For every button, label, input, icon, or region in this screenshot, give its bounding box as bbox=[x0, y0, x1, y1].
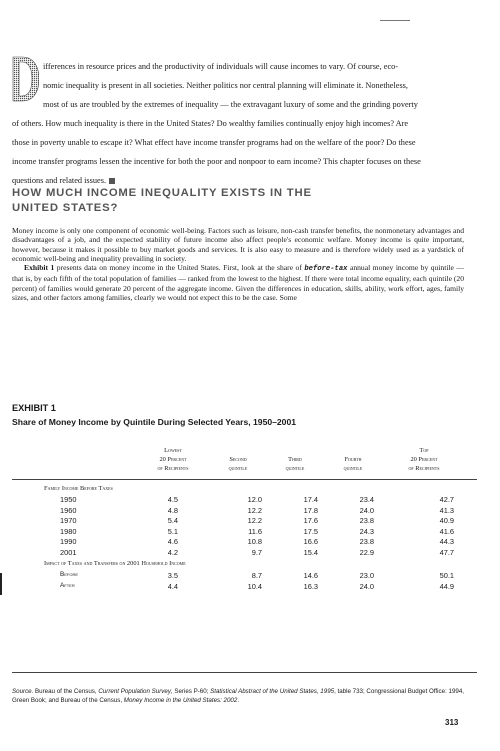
table-cell: 4.6 bbox=[167, 537, 178, 546]
table-cell: 47.7 bbox=[439, 547, 454, 557]
table-cell: 8.7 bbox=[251, 571, 262, 580]
table-cell: 4.4 bbox=[167, 581, 178, 591]
table-cell: 4.2 bbox=[167, 547, 178, 557]
intro-line: income transfer programs lessen the incentive for both the poor and nonpoor to earn income? This chapter focuses on these bbox=[12, 157, 421, 166]
exhibit-title: Share of Money Income by Quintile During Selected Years, 1950–2001 bbox=[12, 417, 297, 427]
table-cell: 44.9 bbox=[439, 581, 454, 591]
body-paragraph-2: Exhibit 1 presents data on money income in the United States. First, look at the share of before-tax annual money income by quintile — that is, by each fifth of the total population of families — ranked from the lowest to the highest. If there were total income equality, each quintile (20 percent) of families would generate 20 percent of the aggregate income. Given the differences in education, skills, ability, work effort, ages, family sizes, and other factors among families, clearly we would not expect this to be the case. Some bbox=[12, 263, 464, 303]
table-cell: 23.0 bbox=[359, 571, 374, 580]
table-cell: 15.4 bbox=[303, 547, 318, 557]
table-cell: 11.6 bbox=[248, 526, 262, 536]
table-cell: 14.6 bbox=[303, 571, 318, 580]
body-text bbox=[12, 226, 464, 302]
table-cell: 24.0 bbox=[359, 505, 374, 515]
table-cell: 12.2 bbox=[247, 516, 262, 525]
page-number: 313 bbox=[445, 718, 459, 727]
table-cell: 4.8 bbox=[167, 505, 178, 515]
table-cell: 10.4 bbox=[247, 581, 262, 591]
table-cell: 23.8 bbox=[359, 516, 374, 525]
table-cell: 10.8 bbox=[247, 537, 262, 546]
table-cell: 40.9 bbox=[439, 516, 454, 525]
table-cell: 44.3 bbox=[439, 537, 454, 546]
exhibit-label: EXHIBIT 1 bbox=[12, 403, 56, 413]
table-section-label: Family Income Before Taxes bbox=[44, 485, 113, 492]
table-cell: 17.8 bbox=[303, 505, 318, 515]
intro-line: of others. How much inequality is there in the United States? Do wealthy families continually enjoy high incomes? Are bbox=[12, 119, 409, 128]
table-cell: 41.3 bbox=[439, 505, 454, 515]
table-cell: 9.7 bbox=[251, 547, 262, 557]
source-note: Source. Bureau of the Census, Current Population Survey, Series P-60; Statistical Abstract of the United States, 1995, table 733; Congressional Budget Office: 1994, Green Book; and Bureau of the Census, Money Income in the United States: 2002. bbox=[12, 688, 464, 704]
row-label: 1960 bbox=[60, 505, 77, 515]
table-cell: 23.8 bbox=[359, 537, 374, 546]
table-cell: 16.3 bbox=[303, 581, 318, 591]
column-header-second: Second quintile bbox=[228, 456, 248, 472]
table-cell: 50.1 bbox=[439, 571, 454, 580]
table-rule bbox=[12, 672, 477, 673]
table-cell: 17.5 bbox=[303, 526, 318, 536]
end-mark-icon bbox=[109, 178, 115, 184]
table-cell: 12.2 bbox=[247, 505, 262, 515]
row-label: 1980 bbox=[60, 526, 77, 536]
column-header-fourth: Fourth quintile bbox=[343, 456, 363, 472]
column-header-third: Third quintile bbox=[285, 456, 305, 472]
table-rule bbox=[12, 479, 477, 480]
intro-line: most of us are troubled by the extremes of inequality — the extravagant luxury of some and the grinding poverty bbox=[43, 100, 418, 109]
header-rule bbox=[380, 20, 410, 21]
body-paragraph-1: Money income is only one component of economic well-being. Factors such as leisure, non-cash transfer benefits, the nonmonetary advantages and disadvantages of a job, and the expected stability of future income also affect people's economic welfare. Money income is quite important, however, because it makes it possible to buy market goods and services. It is also easy to measure and is therefore widely used as a yardstick of economic well-being and inequality prevailing in society. bbox=[12, 226, 464, 263]
table-cell: 12.0 bbox=[247, 495, 262, 504]
row-label: 2001 bbox=[60, 547, 77, 557]
row-label: 1950 bbox=[60, 495, 77, 504]
dropcap-letter bbox=[12, 56, 39, 102]
table-cell: 23.4 bbox=[359, 495, 374, 504]
table-section-label: Impact of Taxes and Transfers on 2001 Household Income bbox=[44, 560, 186, 567]
row-label: 1970 bbox=[60, 516, 77, 525]
column-header-lowest: Lowest 20 Percent of Recipients bbox=[157, 447, 189, 472]
table-cell: 24.0 bbox=[359, 581, 374, 591]
edge-mark bbox=[0, 573, 2, 595]
row-label: After bbox=[60, 581, 75, 589]
table-cell: 41.6 bbox=[439, 526, 454, 536]
intro-line: nomic inequality is present in all societies. Neither politics nor central planning will eliminate it. Nonetheless, bbox=[43, 81, 408, 90]
table-cell: 24.3 bbox=[359, 526, 374, 536]
table-cell: 4.5 bbox=[167, 495, 178, 504]
column-header-top: Top 20 Percent of Recipients bbox=[408, 447, 440, 472]
row-label: Before bbox=[60, 571, 79, 578]
table-cell: 17.4 bbox=[303, 495, 318, 504]
table-cell: 42.7 bbox=[439, 495, 454, 504]
intro-line: those in poverty unable to escape it? What effect have income transfer programs had on the welfare of the poor? Do these bbox=[12, 138, 416, 147]
section-heading: HOW MUCH INCOME INEQUALITY EXISTS IN THE UNITED STATES? bbox=[12, 187, 312, 214]
table-cell: 16.6 bbox=[303, 537, 318, 546]
table-cell: 5.4 bbox=[167, 516, 178, 525]
row-label: 1990 bbox=[60, 537, 77, 546]
table-cell: 5.1 bbox=[167, 526, 178, 536]
table-cell: 22.9 bbox=[359, 547, 374, 557]
table-cell: 3.5 bbox=[167, 571, 178, 580]
table-cell: 17.6 bbox=[303, 516, 318, 525]
intro-line: questions and related issues. bbox=[12, 171, 115, 191]
intro-line: ifferences in resource prices and the productivity of individuals will cause incomes to vary. Of course, eco- bbox=[43, 62, 399, 71]
